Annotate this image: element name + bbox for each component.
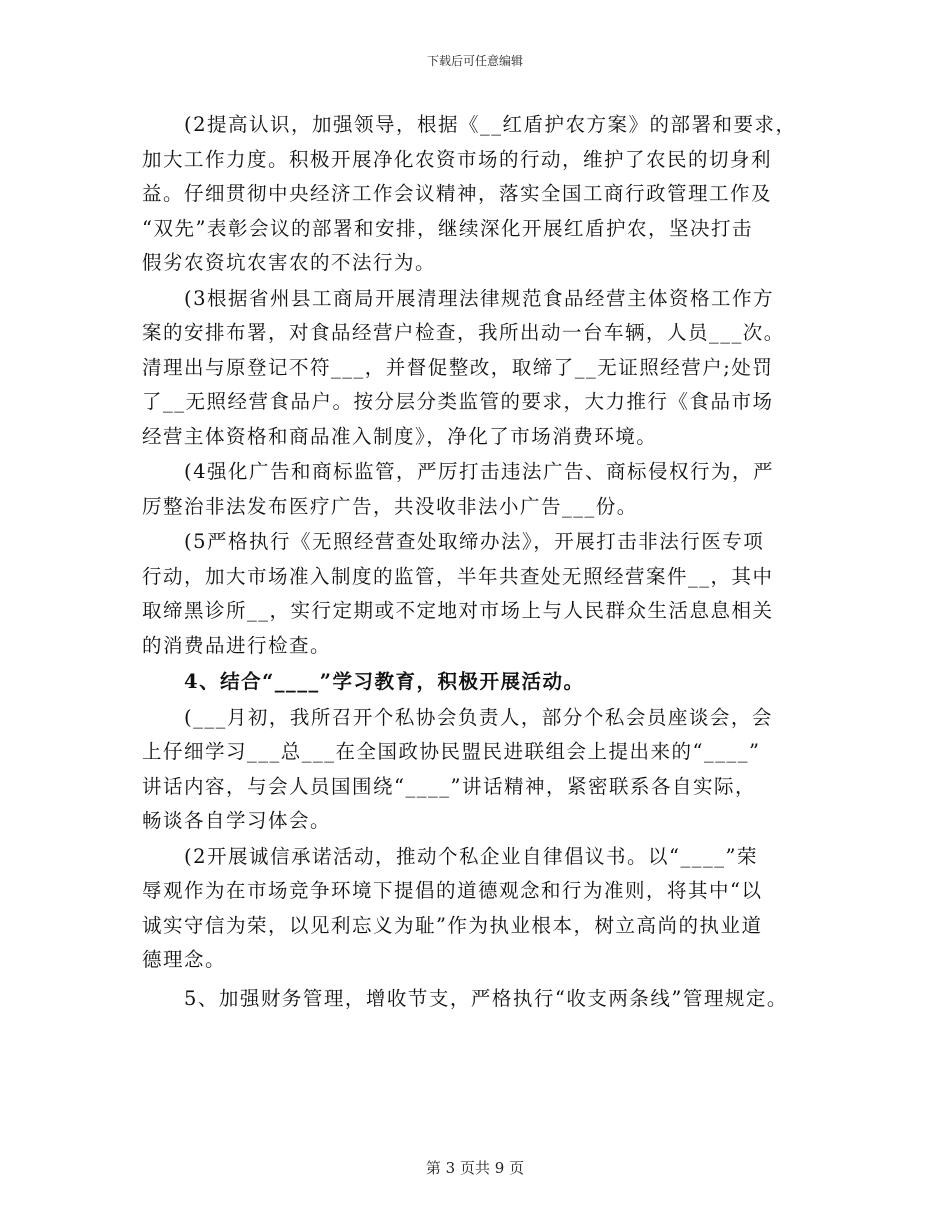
text-line: 取缔黑诊所__，实行定期或不定地对市场上与人民群众生活息息相关	[142, 599, 774, 622]
text-line: (2提高认识，加强领导，根据《__红盾护农方案》的部署和要求，	[184, 113, 797, 136]
text-line: 的消费品进行检查。	[142, 633, 332, 657]
text-line: 益。仔细贯彻中央经济工作会议精神，落实全国工商行政管理工作及	[142, 182, 773, 205]
text-line: (5严格执行《无照经营查处取缔办法》，开展打击非法行医专项	[184, 530, 765, 553]
text-line: 辱观作为在市场竞争环境下提倡的道德观念和行为准则，将其中“以	[142, 879, 763, 902]
text-line: 上仔细学习___总___在全国政协民盟民进联组会上提出来的“____”	[142, 740, 761, 763]
text-line: 畅谈各自学习体会。	[142, 809, 332, 832]
paragraph-advertising	[142, 455, 832, 524]
text-line: 假劣农资坑农害农的不法行为。	[142, 251, 437, 274]
text-line: 5、加强财务管理，增收节支，严格执行“收支两条线”管理规定。	[184, 986, 788, 1010]
text-line: 案的安排布署，对食品经营户检查，我所出动一台车辆，人员___次。	[142, 321, 785, 344]
text-line: (3根据省州县工商局开展清理法律规范食品经营主体资格工作方	[184, 286, 775, 310]
paragraph-food-inspection	[142, 282, 832, 455]
text-line: 加大工作力度。积极开展净化农资市场的行动，维护了农民的切身利	[142, 147, 773, 171]
text-line: (2开展诚信承诺活动，推动个私企业自律倡议书。以“____”荣	[184, 844, 758, 868]
text-line: 诚实守信为荣，以见利忘义为耻”作为执业根本，树立高尚的执业道	[142, 913, 763, 937]
heading-text: 4、结合“____”学习教育，积极开展活动。	[184, 670, 585, 693]
text-line: (___月初，我所召开个私协会负责人，部分个私会员座谈会，会	[184, 705, 773, 729]
text-line: 德理念。	[142, 948, 227, 971]
text-line: 了__无照经营食品户。按分层分类监管的要求，大力推行《食品市场	[142, 390, 774, 413]
paragraph-integrity-pledge	[142, 840, 832, 978]
text-line: 讲话内容，与会人员国围绕“____”讲话精神，紧密联系各自实际，	[142, 774, 756, 798]
page-footer: 第 3 页共 9 页	[425, 1159, 525, 1177]
paragraph-red-shield	[142, 108, 832, 281]
section-heading-study-education	[142, 665, 832, 700]
text-line: “双先”表彰会议的部署和安排，继续深化开展红盾护农，坚决打击	[142, 216, 753, 240]
paragraph-symposium	[142, 701, 832, 839]
text-line: 清理出与原登记不符___，并督促整改，取缔了__无证照经营户;处罚	[142, 355, 774, 379]
text-line: 厉整治非法发布医疗广告，共没收非法小广告___份。	[142, 494, 638, 518]
text-line: 经营主体资格和商品准入制度》，净化了市场消费环境。	[142, 424, 658, 448]
document-body	[142, 108, 832, 1016]
text-line: 行动，加大市场准入制度的监管，半年共查处无照经营案件__，其中	[142, 564, 774, 588]
paragraph-finance-management	[142, 982, 832, 1017]
text-line: (4强化广告和商标监管，严厉打击违法广告、商标侵权行为，严	[184, 460, 775, 483]
paragraph-unlicensed-business	[142, 525, 832, 663]
page-header: 下载后可任意编辑	[426, 54, 523, 68]
